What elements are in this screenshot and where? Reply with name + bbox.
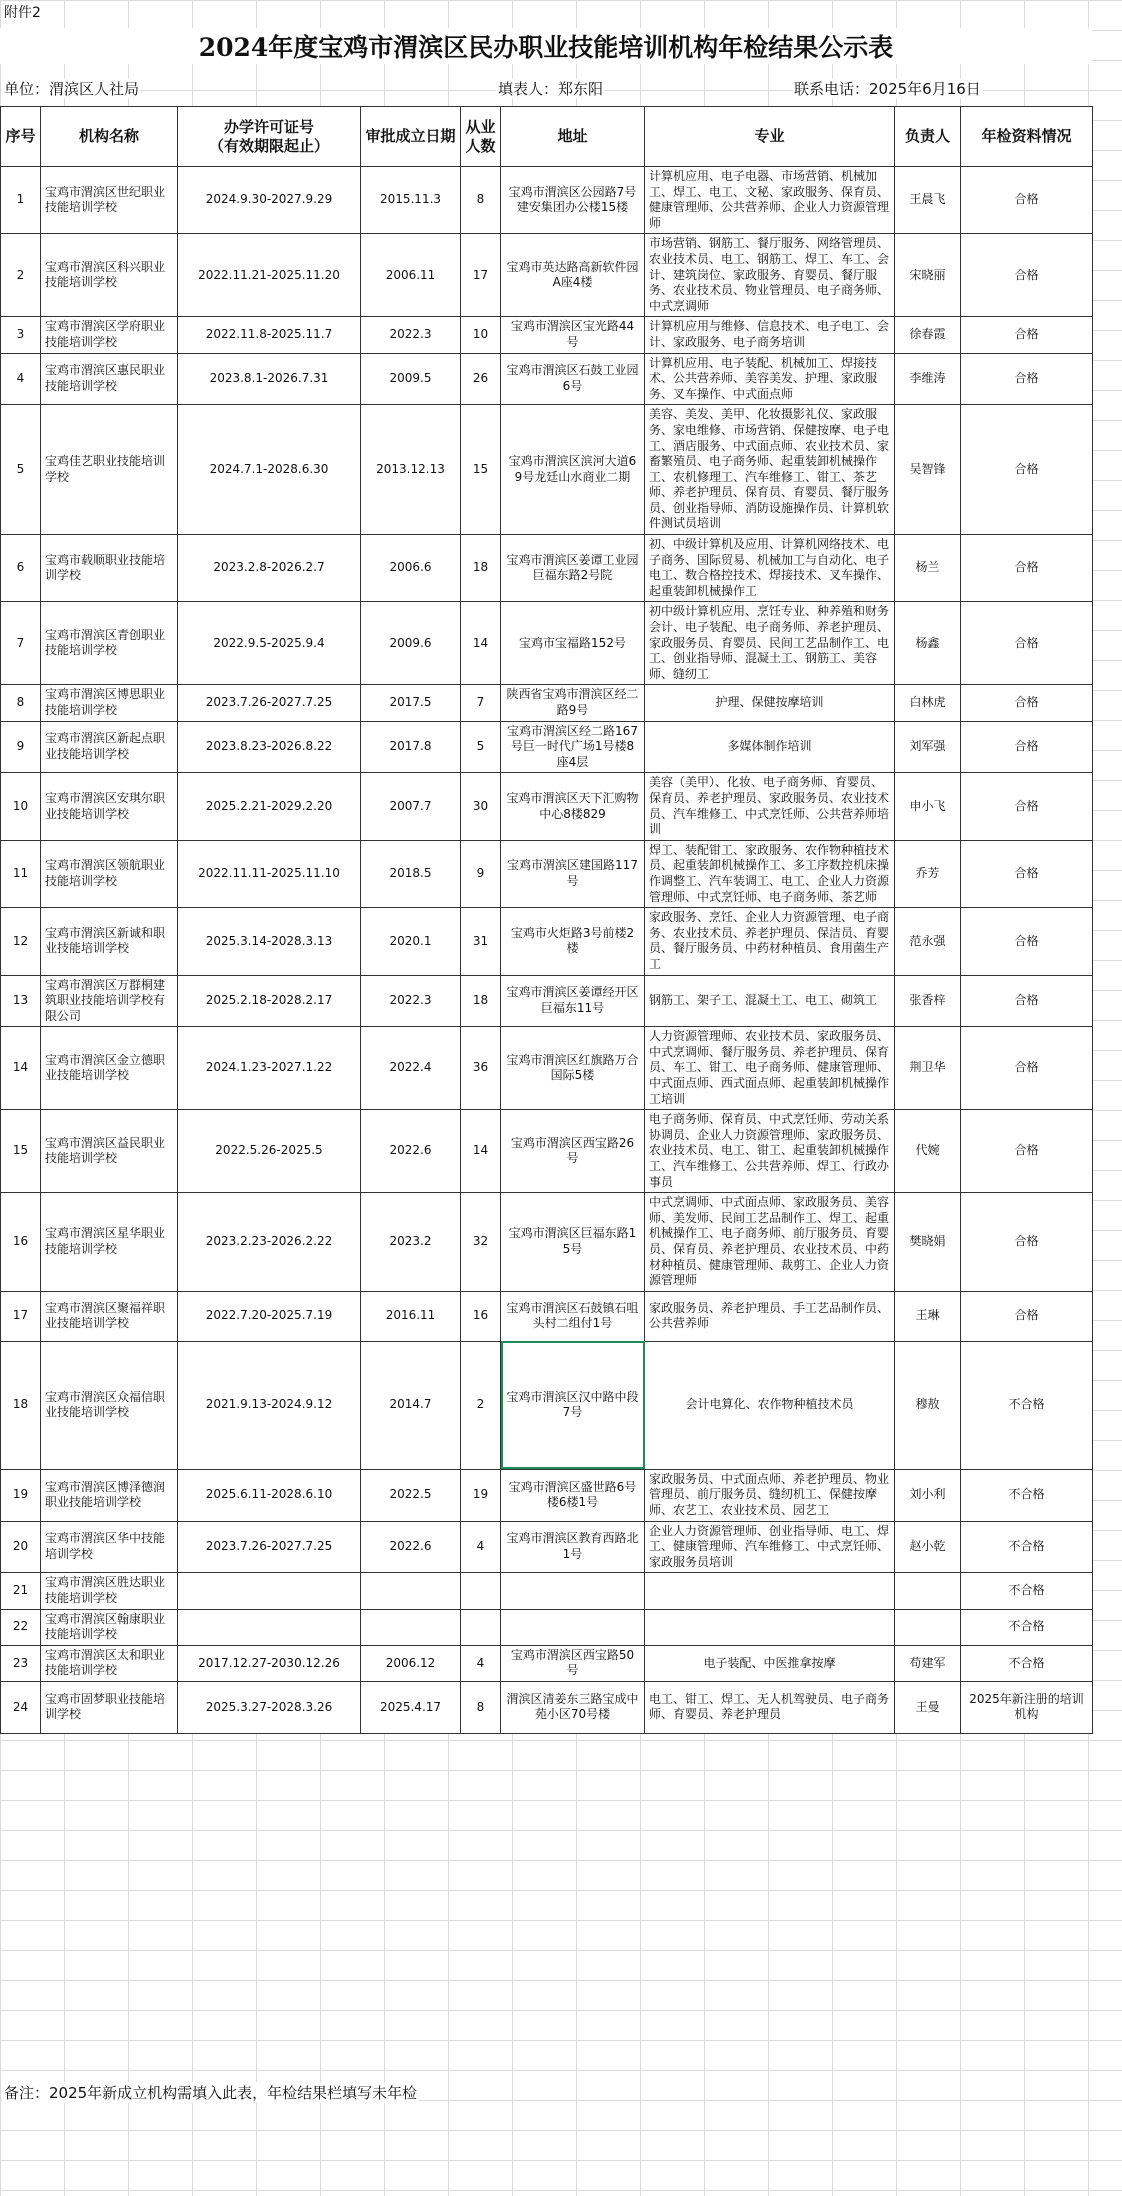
license-period[interactable]: 2022.7.20-2025.7.19: [178, 1291, 361, 1341]
address[interactable]: 渭滨区清姜东三路宝成中苑小区70号楼: [501, 1681, 645, 1733]
staff-count[interactable]: 9: [461, 840, 501, 907]
specialties[interactable]: 计算机应用、电子电器、市场营销、机械加工、焊工、电工、文秘、家政服务、保育员、健康管理师、公共营养师、企业人力资源管理师: [645, 167, 895, 234]
institution-name[interactable]: 宝鸡市渭滨区领航职业技能培训学校: [41, 840, 178, 907]
header-staff: 从业人数: [461, 107, 501, 167]
inspection-result[interactable]: 合格: [961, 721, 1093, 773]
row-index[interactable]: 1: [1, 167, 41, 234]
approval-date[interactable]: 2022.4: [361, 1027, 461, 1110]
responsible-person[interactable]: 宋晓丽: [895, 234, 961, 317]
inspection-result[interactable]: 不合格: [961, 1645, 1093, 1681]
row-index[interactable]: 16: [1, 1193, 41, 1292]
approval-date[interactable]: 2009.5: [361, 353, 461, 405]
responsible-person[interactable]: 苟建军: [895, 1645, 961, 1681]
inspection-result[interactable]: 合格: [961, 535, 1093, 602]
staff-count[interactable]: 36: [461, 1027, 501, 1110]
table-row: [1, 1681, 1093, 1733]
staff-count[interactable]: 8: [461, 167, 501, 234]
row-index[interactable]: 10: [1, 773, 41, 840]
phone-label: 联系电话：2025年6月16日: [794, 80, 981, 98]
staff-count[interactable]: 31: [461, 908, 501, 975]
inspection-result[interactable]: 不合格: [961, 1609, 1093, 1645]
license-period[interactable]: 2023.2.23-2026.2.22: [178, 1193, 361, 1292]
inspection-result[interactable]: 不合格: [961, 1469, 1093, 1521]
address[interactable]: 宝鸡市英达路高新软件园A座4楼: [501, 234, 645, 317]
approval-date[interactable]: 2025.4.17: [361, 1681, 461, 1733]
row-index[interactable]: 4: [1, 353, 41, 405]
license-period[interactable]: 2025.2.18-2028.2.17: [178, 975, 361, 1027]
license-period[interactable]: 2021.9.13-2024.9.12: [178, 1341, 361, 1469]
responsible-person[interactable]: 荆卫华: [895, 1027, 961, 1110]
address[interactable]: 宝鸡市渭滨区经二路167号巨一时代广场1号楼8座4层: [501, 721, 645, 773]
institution-name[interactable]: 宝鸡市载顺职业技能培训学校: [41, 535, 178, 602]
table-row: [1, 405, 1093, 535]
staff-count[interactable]: 32: [461, 1193, 501, 1292]
table-row: [1, 602, 1093, 685]
approval-date[interactable]: 2015.11.3: [361, 167, 461, 234]
inspection-result[interactable]: 合格: [961, 773, 1093, 840]
row-index[interactable]: 2: [1, 234, 41, 317]
table-row: [1, 1193, 1093, 1292]
inspection-result[interactable]: 2025年新注册的培训机构: [961, 1681, 1093, 1733]
row-index[interactable]: 17: [1, 1291, 41, 1341]
filler-label: 填表人：郑东阳: [498, 80, 604, 98]
responsible-person[interactable]: 申小飞: [895, 773, 961, 840]
staff-count[interactable]: 19: [461, 1469, 501, 1521]
institution-name[interactable]: 宝鸡市渭滨区翰康职业技能培训学校: [41, 1609, 178, 1645]
institution-name[interactable]: 宝鸡市渭滨区世纪职业技能培训学校: [41, 167, 178, 234]
license-period[interactable]: 2023.7.26-2027.7.25: [178, 1521, 361, 1573]
responsible-person[interactable]: 徐春霞: [895, 317, 961, 353]
specialties[interactable]: 会计电算化、农作物种植技术员: [645, 1341, 895, 1469]
table-row: [1, 908, 1093, 975]
header-result: 年检资料情况: [961, 107, 1093, 167]
institution-name[interactable]: 宝鸡市渭滨区安琪尔职业技能培训学校: [41, 773, 178, 840]
institution-name[interactable]: 宝鸡佳艺职业技能培训学校: [41, 405, 178, 535]
approval-date[interactable]: 2022.6: [361, 1521, 461, 1573]
inspection-result[interactable]: 合格: [961, 602, 1093, 685]
table-row: [1, 1609, 1093, 1645]
page-title: 2024年度宝鸡市渭滨区民办职业技能培训机构年检结果公示表: [0, 28, 1092, 64]
staff-count[interactable]: 17: [461, 234, 501, 317]
responsible-person[interactable]: 穆敖: [895, 1341, 961, 1469]
institution-name[interactable]: 宝鸡市渭滨区众福信职业技能培训学校: [41, 1341, 178, 1469]
responsible-person[interactable]: 范永强: [895, 908, 961, 975]
institution-name[interactable]: 宝鸡市渭滨区华中技能培训学校: [41, 1521, 178, 1573]
specialties[interactable]: 企业人力资源管理师、创业指导师、电工、焊工、健康管理师、汽车维修工、中式烹饪师、家政服务员培训: [645, 1521, 895, 1573]
row-index[interactable]: 24: [1, 1681, 41, 1733]
address[interactable]: 宝鸡市渭滨区红旗路万合国际5楼: [501, 1027, 645, 1110]
table-row: [1, 1291, 1093, 1341]
address[interactable]: 宝鸡市渭滨区天下汇购物中心8楼829: [501, 773, 645, 840]
license-period[interactable]: 2025.6.11-2028.6.10: [178, 1469, 361, 1521]
address[interactable]: 宝鸡市渭滨区巨福东路15号: [501, 1193, 645, 1292]
staff-count[interactable]: 4: [461, 1521, 501, 1573]
license-period[interactable]: 2024.1.23-2027.1.22: [178, 1027, 361, 1110]
table-row: [1, 1645, 1093, 1681]
inspection-result[interactable]: 合格: [961, 975, 1093, 1027]
specialties[interactable]: 钢筋工、架子工、混凝土工、电工、砌筑工: [645, 975, 895, 1027]
address[interactable]: 宝鸡市渭滨区汉中路中段7号: [501, 1341, 645, 1469]
responsible-person[interactable]: [895, 1609, 961, 1645]
license-period[interactable]: [178, 1609, 361, 1645]
license-period[interactable]: 2022.11.11-2025.11.10: [178, 840, 361, 907]
approval-date[interactable]: 2006.6: [361, 535, 461, 602]
responsible-person[interactable]: 樊晓娟: [895, 1193, 961, 1292]
table-row: [1, 840, 1093, 907]
approval-date[interactable]: 2022.3: [361, 317, 461, 353]
address[interactable]: [501, 1573, 645, 1609]
address[interactable]: 宝鸡市渭滨区石鼓工业园6号: [501, 353, 645, 405]
license-period[interactable]: 2022.11.8-2025.11.7: [178, 317, 361, 353]
specialties[interactable]: 家政服务员、养老护理员、手工艺品制作员、公共营养师: [645, 1291, 895, 1341]
row-index[interactable]: 14: [1, 1027, 41, 1110]
address[interactable]: 宝鸡市渭滨区石鼓镇石咀头村二组付1号: [501, 1291, 645, 1341]
license-period[interactable]: 2024.9.30-2027.9.29: [178, 167, 361, 234]
address[interactable]: 宝鸡市渭滨区滨河大道69号龙廷山水商业二期: [501, 405, 645, 535]
staff-count[interactable]: 7: [461, 685, 501, 721]
table-row: [1, 167, 1093, 234]
table-row: [1, 1573, 1093, 1609]
staff-count[interactable]: 4: [461, 1645, 501, 1681]
license-period[interactable]: 2025.3.14-2028.3.13: [178, 908, 361, 975]
header-license: 办学许可证号 （有效期限起止）: [178, 107, 361, 167]
table-row: [1, 773, 1093, 840]
institution-name[interactable]: 宝鸡市渭滨区新起点职业技能培训学校: [41, 721, 178, 773]
approval-date[interactable]: [361, 1609, 461, 1645]
institution-name[interactable]: 宝鸡市渭滨区万群桐建筑职业技能培训学校有限公司: [41, 975, 178, 1027]
staff-count[interactable]: [461, 1609, 501, 1645]
specialties[interactable]: [645, 1573, 895, 1609]
institution-name[interactable]: 宝鸡市渭滨区博思职业技能培训学校: [41, 685, 178, 721]
institution-name[interactable]: 宝鸡市固梦职业技能培训学校: [41, 1681, 178, 1733]
license-period[interactable]: 2017.12.27-2030.12.26: [178, 1645, 361, 1681]
institution-name[interactable]: 宝鸡市渭滨区金立德职业技能培训学校: [41, 1027, 178, 1110]
approval-date[interactable]: 2017.8: [361, 721, 461, 773]
responsible-person[interactable]: 张香梓: [895, 975, 961, 1027]
inspection-result[interactable]: 合格: [961, 1291, 1093, 1341]
row-index[interactable]: 7: [1, 602, 41, 685]
responsible-person[interactable]: 吴智锋: [895, 405, 961, 535]
table-row: [1, 1027, 1093, 1110]
license-period[interactable]: 2023.8.23-2026.8.22: [178, 721, 361, 773]
header-addr: 地址: [501, 107, 645, 167]
approval-date[interactable]: 2022.5: [361, 1469, 461, 1521]
approval-date[interactable]: 2013.12.13: [361, 405, 461, 535]
specialties[interactable]: 家政服务员、中式面点师、养老护理员、物业管理员、前厅服务员、缝纫机工、保健按摩师、农艺工、农业技术员、园艺工: [645, 1469, 895, 1521]
inspection-result[interactable]: 合格: [961, 405, 1093, 535]
staff-count[interactable]: 15: [461, 405, 501, 535]
responsible-person[interactable]: 杨兰: [895, 535, 961, 602]
approval-date[interactable]: 2018.5: [361, 840, 461, 907]
specialties[interactable]: 家政服务、烹饪、企业人力资源管理、电子商务、农业技术员、养老护理员、保洁员、育婴员、餐厅服务员、中药材种植员、食用菌生产工: [645, 908, 895, 975]
specialties[interactable]: 中式烹调师、中式面点师、家政服务员、美容师、美发师、民间工艺品制作工、焊工、起重机械操作工、电子商务师、前厅服务员、育婴员、保育员、养老护理员、农业技术员、中药材种植员、健康管理师、裁剪工、企业人力资源管理师: [645, 1193, 895, 1292]
inspection-result[interactable]: 不合格: [961, 1521, 1093, 1573]
responsible-person[interactable]: [895, 1573, 961, 1609]
table-row: [1, 317, 1093, 353]
responsible-person[interactable]: 赵小乾: [895, 1521, 961, 1573]
responsible-person[interactable]: 乔芳: [895, 840, 961, 907]
header-person: 负责人: [895, 107, 961, 167]
inspection-result[interactable]: 合格: [961, 908, 1093, 975]
table-row: [1, 1341, 1093, 1469]
license-period[interactable]: 2023.2.8-2026.2.7: [178, 535, 361, 602]
row-index[interactable]: 20: [1, 1521, 41, 1573]
specialties[interactable]: 初中级计算机应用、烹饪专业、种养殖和财务会计、电子装配、电子商务师、养老护理员、家政服务员、育婴员、民间工艺品制作工、电工、创业指导师、混凝土工、钢筋工、美容师、缝纫工: [645, 602, 895, 685]
attachment-label: 附件2: [2, 2, 43, 22]
address[interactable]: 宝鸡市渭滨区建国路117号: [501, 840, 645, 907]
license-period[interactable]: [178, 1573, 361, 1609]
unit-label: 单位：渭滨区人社局: [4, 80, 140, 98]
specialties[interactable]: 初、中级计算机及应用、计算机网络技术、电子商务、国际贸易、机械加工与自动化、电子电工、数合格控技术、焊接技术、叉车操作、起重装卸机械操作工: [645, 535, 895, 602]
row-index[interactable]: 3: [1, 317, 41, 353]
inspection-result[interactable]: 合格: [961, 1027, 1093, 1110]
row-index[interactable]: 21: [1, 1573, 41, 1609]
license-period[interactable]: 2022.5.26-2025.5: [178, 1110, 361, 1193]
staff-count[interactable]: 30: [461, 773, 501, 840]
approval-date[interactable]: 2007.7: [361, 773, 461, 840]
table-row: [1, 975, 1093, 1027]
approval-date[interactable]: 2017.5: [361, 685, 461, 721]
table-row: [1, 685, 1093, 721]
license-period[interactable]: 2025.3.27-2028.3.26: [178, 1681, 361, 1733]
staff-count[interactable]: 8: [461, 1681, 501, 1733]
specialties[interactable]: [645, 1609, 895, 1645]
institution-name[interactable]: 宝鸡市渭滨区益民职业技能培训学校: [41, 1110, 178, 1193]
responsible-person[interactable]: 王琳: [895, 1291, 961, 1341]
address[interactable]: 陕西省宝鸡市渭滨区经二路9号: [501, 685, 645, 721]
inspection-result[interactable]: 合格: [961, 234, 1093, 317]
header-spec: 专业: [645, 107, 895, 167]
approval-date[interactable]: 2016.11: [361, 1291, 461, 1341]
row-index[interactable]: 12: [1, 908, 41, 975]
license-period[interactable]: 2024.7.1-2028.6.30: [178, 405, 361, 535]
address[interactable]: 宝鸡市渭滨区公园路7号建安集团办公楼15楼: [501, 167, 645, 234]
specialties[interactable]: 美容、美发、美甲、化妆摄影礼仪、家政服务、家电维修、市场营销、保健按摩、电子电工、酒店服务、中式面点师、农业技术员、家畜繁殖员、电子商务师、起重装卸机械操作工、农机修理工、汽车维修工、钳工、茶艺师、养老护理员、保育员、育婴员、餐厅服务员、创业指导师、消防设施操作员、计算机软件测试员培训: [645, 405, 895, 535]
row-index[interactable]: 8: [1, 685, 41, 721]
address[interactable]: 宝鸡市火炬路3号前楼2楼: [501, 908, 645, 975]
approval-date[interactable]: 2023.2: [361, 1193, 461, 1292]
institution-name[interactable]: 宝鸡市渭滨区青创职业技能培训学校: [41, 602, 178, 685]
header-idx: 序号: [1, 107, 41, 167]
header-date: 审批成立日期: [361, 107, 461, 167]
specialties[interactable]: 多媒体制作培训: [645, 721, 895, 773]
specialties[interactable]: 电子商务师、保育员、中式烹饪师、劳动关系协调员、企业人力资源管理师、家政服务员、农业技术员、电工、钳工、起重装卸机械操作工、汽车维修工、公共营养师、焊工、行政办事员: [645, 1110, 895, 1193]
table-row: [1, 1110, 1093, 1193]
specialties[interactable]: 电子装配、中医推拿按摩: [645, 1645, 895, 1681]
inspection-result[interactable]: 不合格: [961, 1341, 1093, 1469]
inspection-result[interactable]: 不合格: [961, 1573, 1093, 1609]
table-row: [1, 353, 1093, 405]
specialties[interactable]: 电工、钳工、焊工、无人机驾驶员、电子商务师、育婴员、养老护理员: [645, 1681, 895, 1733]
specialties[interactable]: 计算机应用与维修、信息技术、电子电工、会计、家政服务、电子商务培训: [645, 317, 895, 353]
inspection-result[interactable]: 合格: [961, 685, 1093, 721]
table-row: [1, 535, 1093, 602]
responsible-person[interactable]: 代婉: [895, 1110, 961, 1193]
institution-name[interactable]: 宝鸡市渭滨区太和职业技能培训学校: [41, 1645, 178, 1681]
responsible-person[interactable]: 刘小利: [895, 1469, 961, 1521]
inspection-result[interactable]: 合格: [961, 353, 1093, 405]
specialties[interactable]: 计算机应用、电子装配、机械加工、焊接技术、公共营养师、美容美发、护理、家政服务、叉车操作、中式面点师: [645, 353, 895, 405]
row-index[interactable]: 23: [1, 1645, 41, 1681]
specialties[interactable]: 焊工、装配钳工、家政服务、农作物种植技术员、起重装卸机械操作工、多工序数控机床操作调整工、汽车装调工、电工、企业人力资源管理师、中式烹饪师、电子商务师、茶艺师: [645, 840, 895, 907]
license-period[interactable]: 2025.2.21-2029.2.20: [178, 773, 361, 840]
row-index[interactable]: 11: [1, 840, 41, 907]
table-row: [1, 1469, 1093, 1521]
approval-date[interactable]: 2009.6: [361, 602, 461, 685]
institution-name[interactable]: 宝鸡市渭滨区星华职业技能培训学校: [41, 1193, 178, 1292]
inspection-result[interactable]: 合格: [961, 1193, 1093, 1292]
address[interactable]: 宝鸡市渭滨区姜谭工业园巨福东路2号院: [501, 535, 645, 602]
address[interactable]: 宝鸡市宝福路152号: [501, 602, 645, 685]
responsible-person[interactable]: 白林虎: [895, 685, 961, 721]
address[interactable]: 宝鸡市渭滨区宝光路44号: [501, 317, 645, 353]
institution-name[interactable]: 宝鸡市渭滨区聚福祥职业技能培训学校: [41, 1291, 178, 1341]
institution-name[interactable]: 宝鸡市渭滨区科兴职业技能培训学校: [41, 234, 178, 317]
approval-date[interactable]: 2022.3: [361, 975, 461, 1027]
responsible-person[interactable]: 王曼: [895, 1681, 961, 1733]
address[interactable]: [501, 1609, 645, 1645]
staff-count[interactable]: 14: [461, 1110, 501, 1193]
row-index[interactable]: 5: [1, 405, 41, 535]
row-index[interactable]: 22: [1, 1609, 41, 1645]
responsible-person[interactable]: 王晨飞: [895, 167, 961, 234]
staff-count[interactable]: 18: [461, 535, 501, 602]
table-row: [1, 721, 1093, 773]
address[interactable]: 宝鸡市渭滨区姜谭经开区巨福东11号: [501, 975, 645, 1027]
specialties[interactable]: 护理、保健按摩培训: [645, 685, 895, 721]
staff-count[interactable]: 14: [461, 602, 501, 685]
row-index[interactable]: 18: [1, 1341, 41, 1469]
table-row: [1, 1521, 1093, 1573]
license-period[interactable]: 2023.7.26-2027.7.25: [178, 685, 361, 721]
address[interactable]: 宝鸡市渭滨区教育西路北1号: [501, 1521, 645, 1573]
staff-count[interactable]: [461, 1573, 501, 1609]
institution-name[interactable]: 宝鸡市渭滨区学府职业技能培训学校: [41, 317, 178, 353]
row-index[interactable]: 6: [1, 535, 41, 602]
inspection-result[interactable]: 合格: [961, 167, 1093, 234]
row-index[interactable]: 13: [1, 975, 41, 1027]
table-row: [1, 234, 1093, 317]
responsible-person[interactable]: 刘军强: [895, 721, 961, 773]
staff-count[interactable]: 16: [461, 1291, 501, 1341]
license-period[interactable]: 2022.11.21-2025.11.20: [178, 234, 361, 317]
staff-count[interactable]: 10: [461, 317, 501, 353]
institution-name[interactable]: 宝鸡市渭滨区博泽德润职业技能培训学校: [41, 1469, 178, 1521]
inspection-result[interactable]: 合格: [961, 317, 1093, 353]
inspection-result[interactable]: 合格: [961, 840, 1093, 907]
approval-date[interactable]: 2014.7: [361, 1341, 461, 1469]
license-period[interactable]: 2023.8.1-2026.7.31: [178, 353, 361, 405]
staff-count[interactable]: 26: [461, 353, 501, 405]
specialties[interactable]: 美容（美甲）、化妆、电子商务师、育婴员、保育员、养老护理员、家政服务员、农业技术员、汽车维修工、中式烹饪师、公共营养师培训: [645, 773, 895, 840]
approval-date[interactable]: 2022.6: [361, 1110, 461, 1193]
staff-count[interactable]: 5: [461, 721, 501, 773]
approval-date[interactable]: [361, 1573, 461, 1609]
responsible-person[interactable]: 杨鑫: [895, 602, 961, 685]
institution-name[interactable]: 宝鸡市渭滨区惠民职业技能培训学校: [41, 353, 178, 405]
license-period[interactable]: 2022.9.5-2025.9.4: [178, 602, 361, 685]
staff-count[interactable]: 2: [461, 1341, 501, 1469]
specialties[interactable]: 市场营销、钢筋工、餐厅服务、网络管理员、农业技术员、电工、钢筋工、焊工、车工、会计、建筑岗位、家政服务、育婴员、餐厅服务、农业技术员、物业管理员、电子商务师、中式烹调师: [645, 234, 895, 317]
address[interactable]: 宝鸡市渭滨区西宝路26号: [501, 1110, 645, 1193]
header-row: [1, 107, 1093, 167]
address[interactable]: 宝鸡市渭滨区西宝路50号: [501, 1645, 645, 1681]
specialties[interactable]: 人力资源管理师、农业技术员、家政服务员、中式烹调师、餐厅服务员、养老护理员、保育员、车工、钳工、电子商务师、健康管理师、中式面点师、西式面点师、起重装卸机械操作工培训: [645, 1027, 895, 1110]
results-table: [0, 106, 1093, 1734]
footnote: 备注：2025年新成立机构需填入此表，年检结果栏填写未年检: [4, 2084, 418, 2102]
responsible-person[interactable]: 李维涛: [895, 353, 961, 405]
staff-count[interactable]: 18: [461, 975, 501, 1027]
approval-date[interactable]: 2006.12: [361, 1645, 461, 1681]
institution-name[interactable]: 宝鸡市渭滨区新诚和职业技能培训学校: [41, 908, 178, 975]
row-index[interactable]: 15: [1, 1110, 41, 1193]
address[interactable]: 宝鸡市渭滨区盛世路6号楼6楼1号: [501, 1469, 645, 1521]
header-name: 机构名称: [41, 107, 178, 167]
approval-date[interactable]: 2020.1: [361, 908, 461, 975]
institution-name[interactable]: 宝鸡市渭滨区胜达职业技能培训学校: [41, 1573, 178, 1609]
approval-date[interactable]: 2006.11: [361, 234, 461, 317]
row-index[interactable]: 9: [1, 721, 41, 773]
inspection-result[interactable]: 合格: [961, 1110, 1093, 1193]
row-index[interactable]: 19: [1, 1469, 41, 1521]
